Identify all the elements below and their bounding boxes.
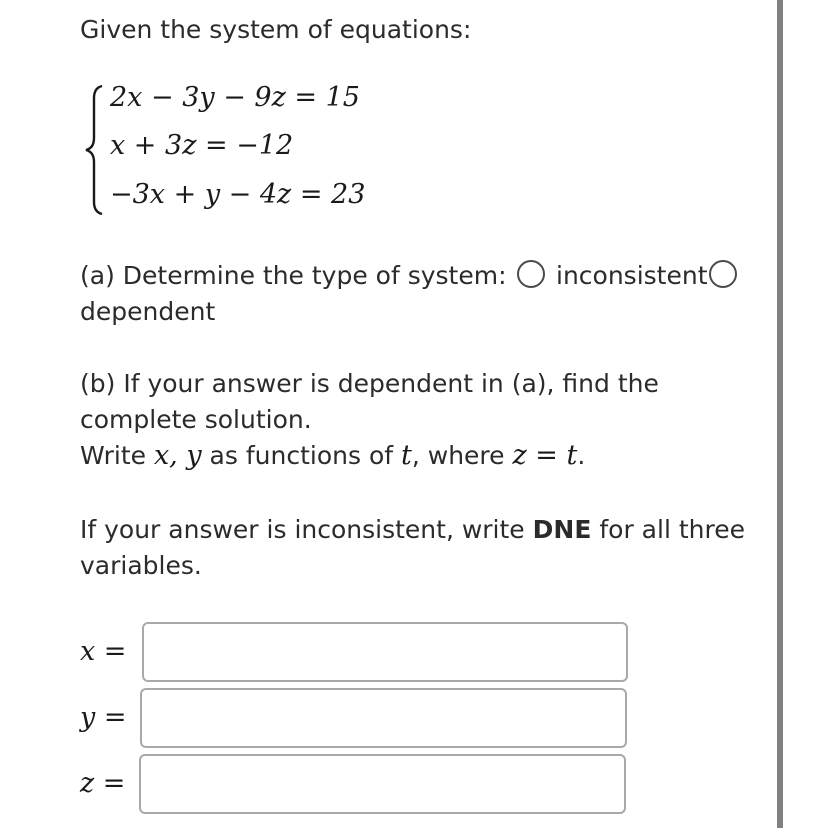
part-b-period: . [577, 441, 586, 470]
equation-1: 2x − 3y − 9z = 15 [110, 82, 360, 113]
x-label: x = [80, 636, 127, 667]
part-b-mid: as functions of [201, 441, 401, 470]
note-pre: If your answer is inconsistent, write [80, 515, 533, 544]
part-b-vars: x, y [153, 440, 202, 471]
y-answer-input[interactable] [140, 688, 627, 748]
equation-2: x + 3z = −12 [110, 130, 294, 161]
x-answer-input[interactable] [142, 622, 628, 682]
y-label: y = [80, 702, 127, 733]
system-brace [82, 84, 108, 216]
note-post: for all three [591, 515, 745, 544]
option-inconsistent-label[interactable]: inconsistent [556, 261, 708, 290]
z-answer-input[interactable] [139, 754, 626, 814]
equation-3: −3x + y − 4z = 23 [110, 179, 366, 210]
part-b-line-2: complete solution. [80, 405, 312, 434]
part-b-write: Write [80, 441, 154, 470]
z-label: z = [80, 768, 126, 799]
radio-dependent[interactable] [709, 260, 737, 288]
part-b-line-1: (b) If your answer is dependent in (a), find the [80, 369, 659, 398]
option-dependent-label[interactable]: dependent [80, 297, 216, 326]
intro-text: Given the system of equations: [80, 15, 472, 44]
scrollbar-divider [777, 0, 783, 828]
part-b-t: t [401, 440, 412, 471]
note-dne: DNE [532, 515, 592, 544]
part-b-z-eq: z = t [512, 440, 578, 471]
inconsistent-note-line-2: variables. [80, 551, 202, 580]
inconsistent-note-line-1 [80, 512, 745, 548]
part-b-where: , where [411, 441, 513, 470]
part-b-line-3 [80, 438, 585, 474]
radio-inconsistent[interactable] [517, 260, 545, 288]
part-a-prompt: (a) Determine the type of system: [80, 261, 507, 290]
